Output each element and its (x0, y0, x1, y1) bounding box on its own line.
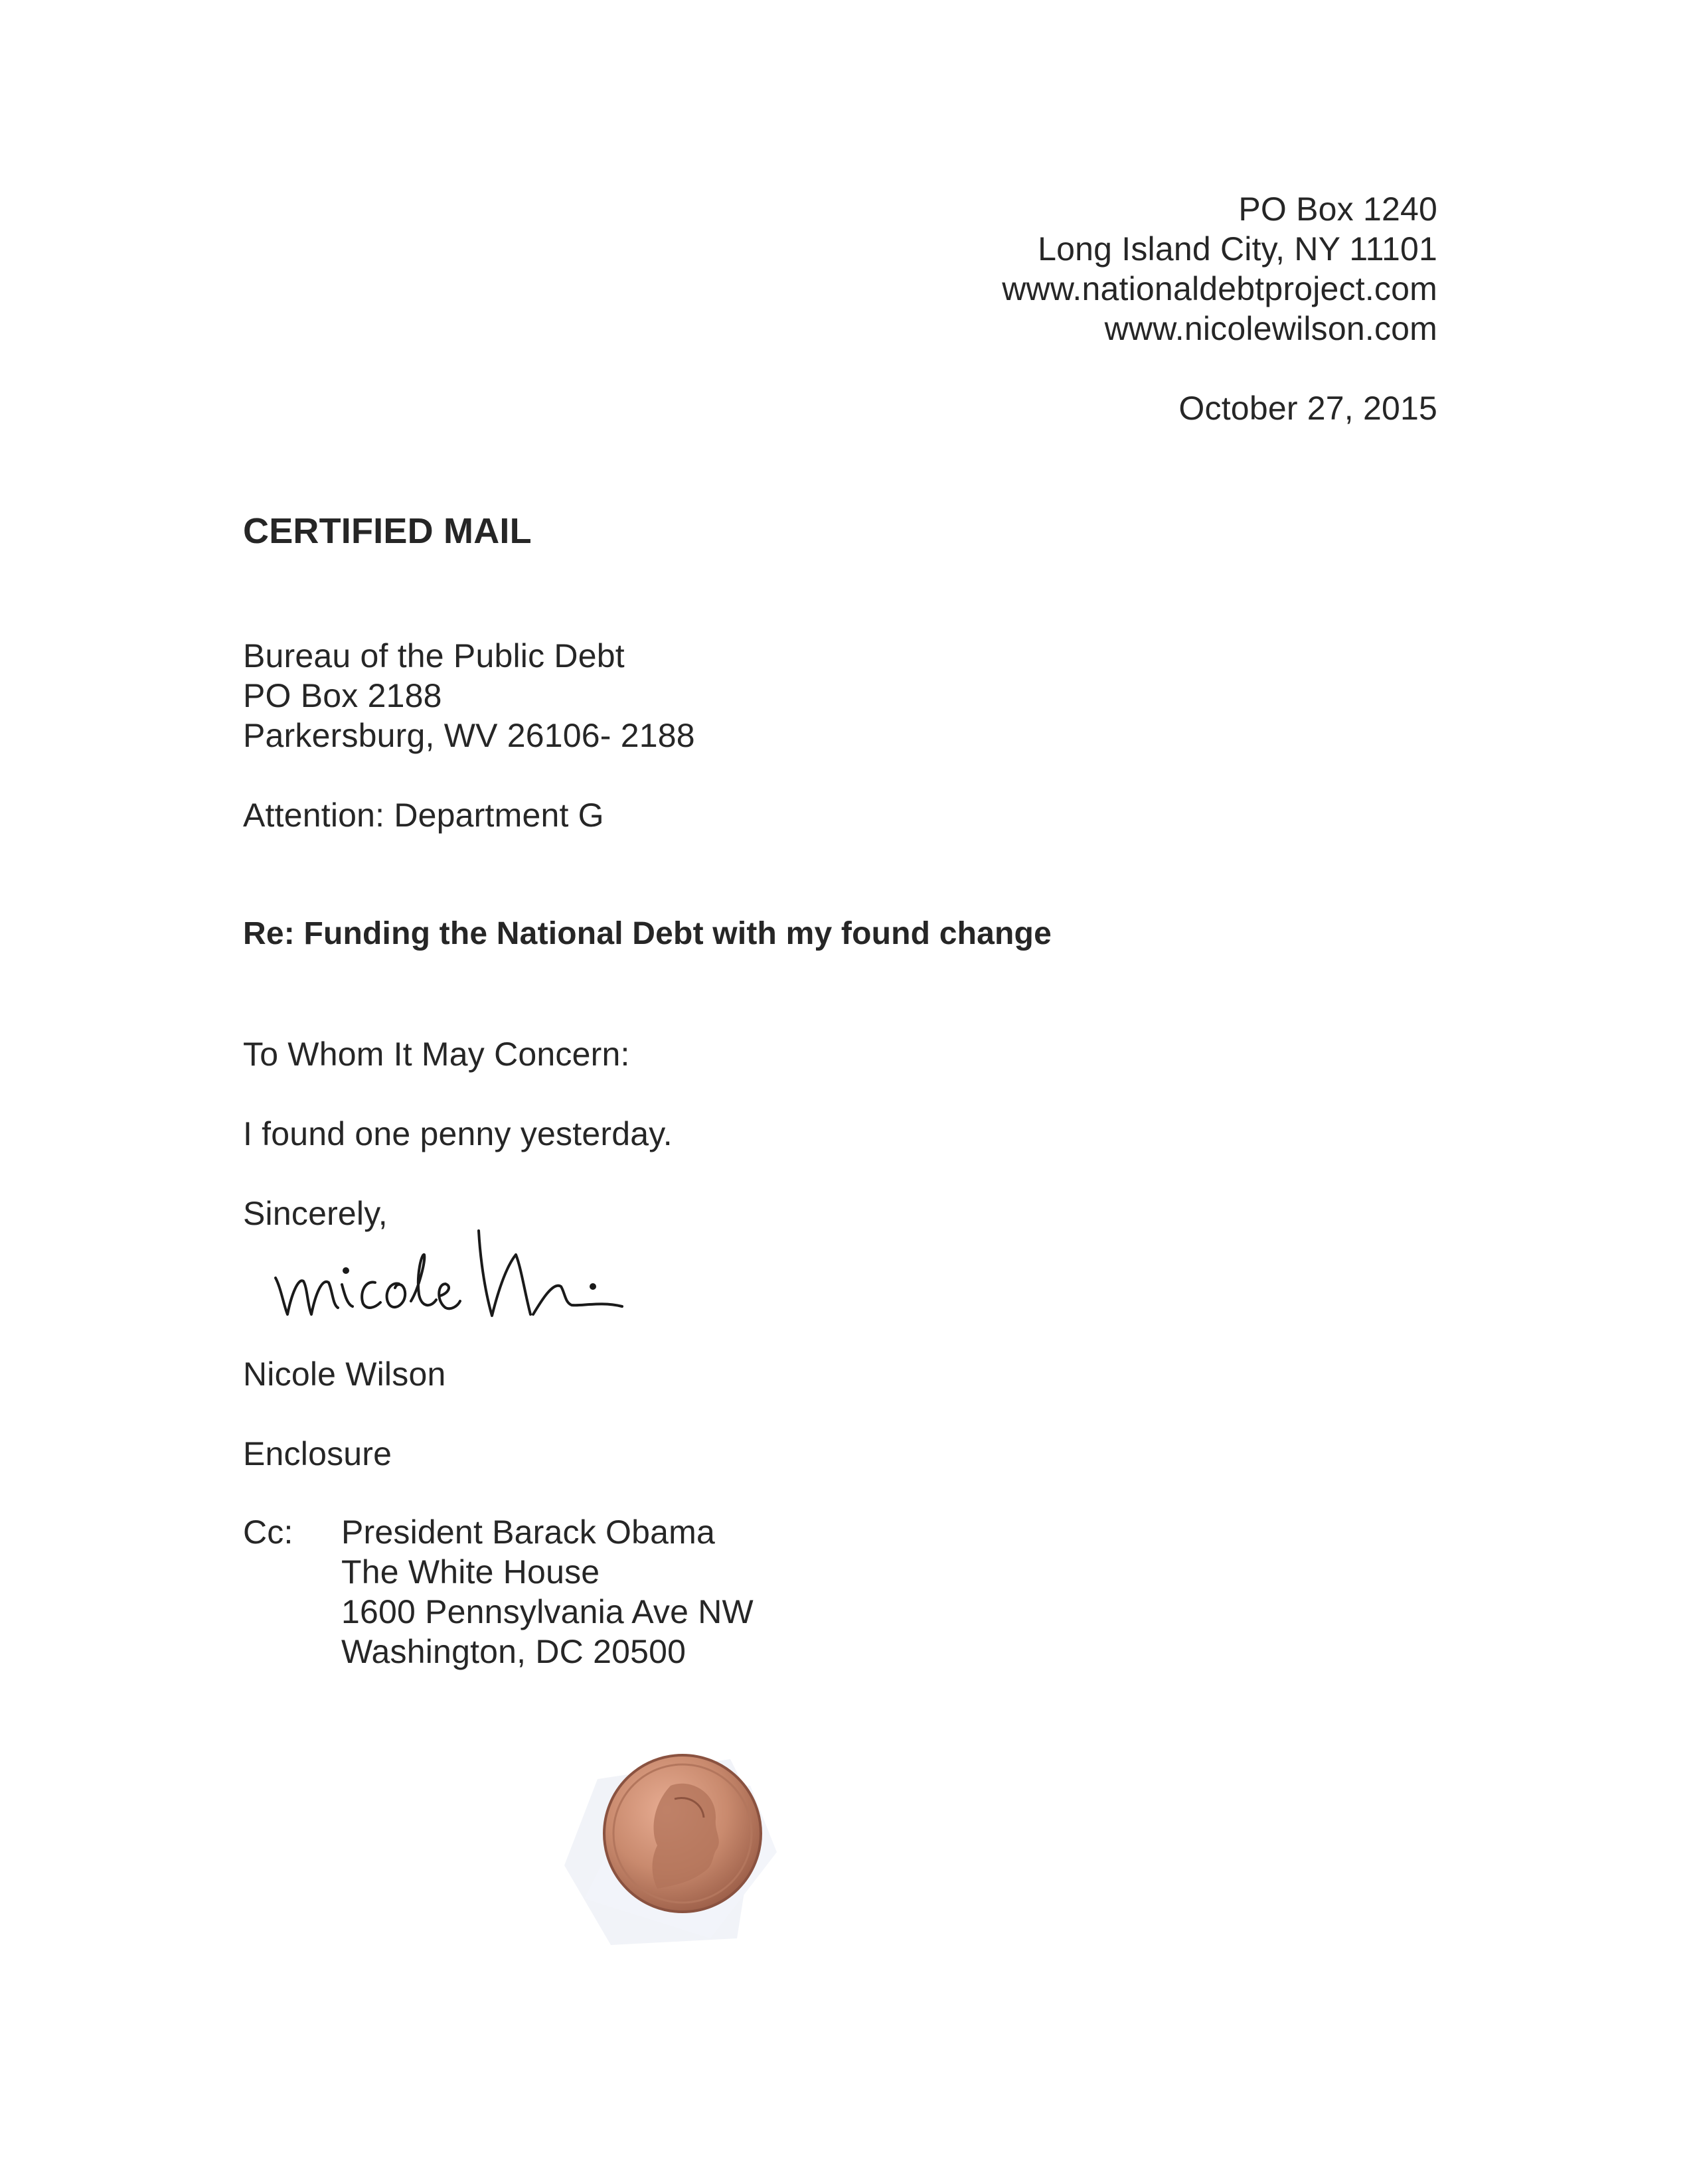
recipient-address (243, 636, 695, 755)
cc-name: President Barack Obama (341, 1514, 715, 1551)
recipient-name: Bureau of the Public Debt (243, 637, 625, 674)
cc-address (341, 1512, 754, 1672)
attention-line: Attention: Department G (243, 797, 604, 834)
certified-mail-heading: CERTIFIED MAIL (243, 511, 532, 551)
signer-name: Nicole Wilson (243, 1356, 446, 1393)
sender-address (840, 189, 1437, 349)
sender-po-box: PO Box 1240 (1238, 191, 1437, 228)
cc-organization: The White House (341, 1553, 600, 1591)
recipient-city: Parkersburg, WV 26106- 2188 (243, 717, 695, 754)
sender-city: Long Island City, NY 11101 (1038, 230, 1437, 268)
subject-line: Re: Funding the National Debt with my found change (243, 916, 1052, 951)
cc-label: Cc: (243, 1514, 293, 1551)
handwritten-signature (269, 1215, 627, 1328)
letter-body: I found one penny yesterday. (243, 1115, 673, 1152)
sender-website-1[interactable]: www.nationaldebtproject.com (1002, 270, 1437, 307)
closing: Sincerely, (243, 1195, 388, 1232)
penny-icon (558, 1739, 823, 1952)
enclosure-note: Enclosure (243, 1435, 392, 1472)
cc-city: Washington, DC 20500 (341, 1633, 686, 1670)
salutation: To Whom It May Concern: (243, 1036, 630, 1073)
recipient-po-box: PO Box 2188 (243, 677, 442, 714)
sender-website-2[interactable]: www.nicolewilson.com (1104, 310, 1437, 347)
cc-street: 1600 Pennsylvania Ave NW (341, 1593, 754, 1630)
letter-date: October 27, 2015 (1178, 390, 1437, 427)
